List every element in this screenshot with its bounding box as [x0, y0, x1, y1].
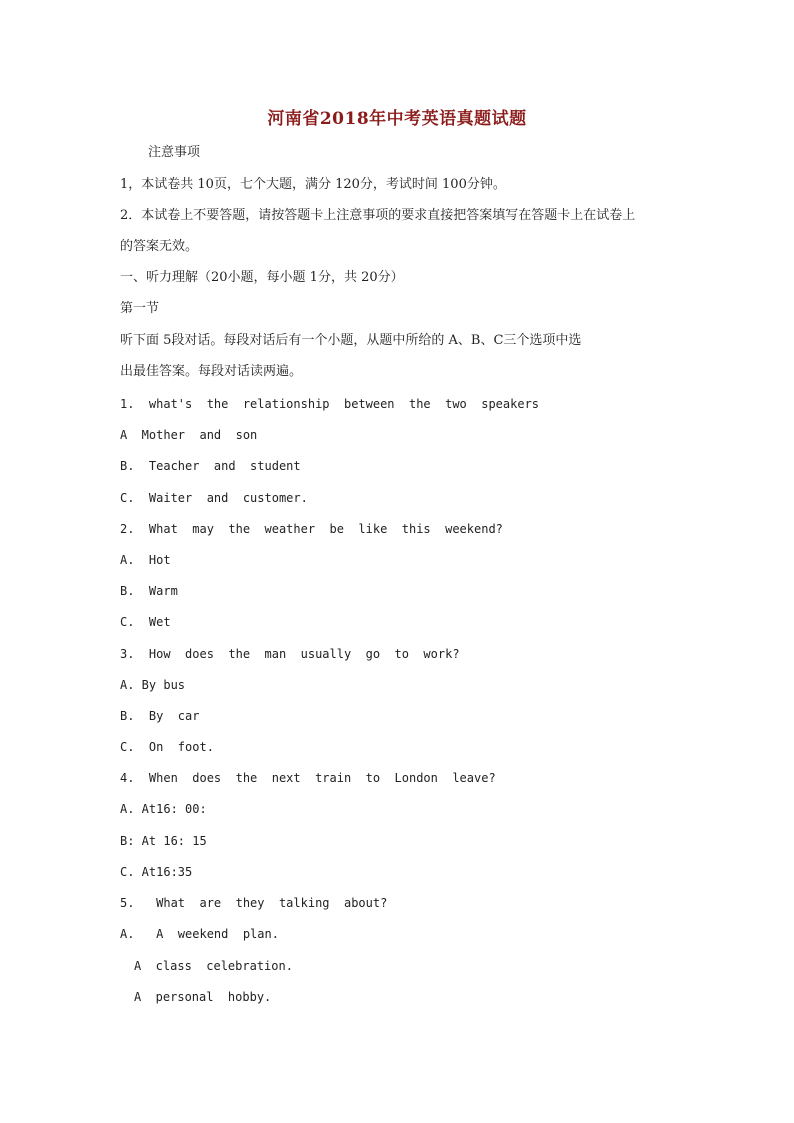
question-2-option-a: A. Hot	[120, 553, 171, 567]
question-4-option-a: A. At16: 00:	[120, 802, 207, 816]
question-1-option-b: B. Teacher and student	[120, 459, 301, 473]
question-3: 3. How does the man usually go to work?	[120, 647, 460, 661]
question-1: 1. what's the relationship between the two speakers	[120, 397, 540, 411]
question-5: 5. What are they talking about?	[120, 896, 388, 910]
question-1-option-c: C. Waiter and customer.	[120, 491, 308, 505]
section-heading: 一、听力理解（20小题，每小题 1分，共 20分）	[120, 270, 404, 285]
note-2-line-1: 2．本试卷上不要答题，请按答题卡上注意事项的要求直接把答案填写在答题卡上在试卷上	[120, 208, 636, 223]
question-2-option-b: B. Warm	[120, 584, 178, 598]
question-3-option-c: C. On foot.	[120, 740, 214, 754]
instructions-line-1: 听下面 5段对话。每段对话后有一个小题，从题中所给的 A、B、C三个选项中选	[120, 333, 582, 348]
document-title: 河南省2018年中考英语真题试题	[267, 109, 527, 129]
question-4: 4. When does the next train to London leave?	[120, 771, 496, 785]
question-5-option-b: A class celebration.	[134, 959, 293, 973]
part-heading: 第一节	[120, 301, 160, 316]
question-4-option-c: C. At16:35	[120, 865, 193, 879]
question-3-option-b: B. By car	[120, 709, 200, 723]
note-2-line-2: 的答案无效。	[120, 239, 199, 254]
question-2: 2. What may the weather be like this weekend?	[120, 522, 503, 536]
question-1-option-a: A Mother and son	[120, 428, 258, 442]
instructions-line-2: 出最佳答案。每段对话读两遍。	[120, 364, 303, 379]
question-4-option-b: B: At 16: 15	[120, 834, 207, 848]
notes-heading: 注意事项	[148, 145, 201, 160]
question-3-option-a: A. By bus	[120, 678, 186, 692]
note-1: 1，本试卷共 10页，七个大题，满分 120分，考试时间 100分钟。	[120, 177, 506, 192]
question-5-option-c: A personal hobby.	[134, 990, 272, 1004]
question-2-option-c: C. Wet	[120, 615, 171, 629]
question-5-option-a: A. A weekend plan.	[120, 927, 279, 941]
